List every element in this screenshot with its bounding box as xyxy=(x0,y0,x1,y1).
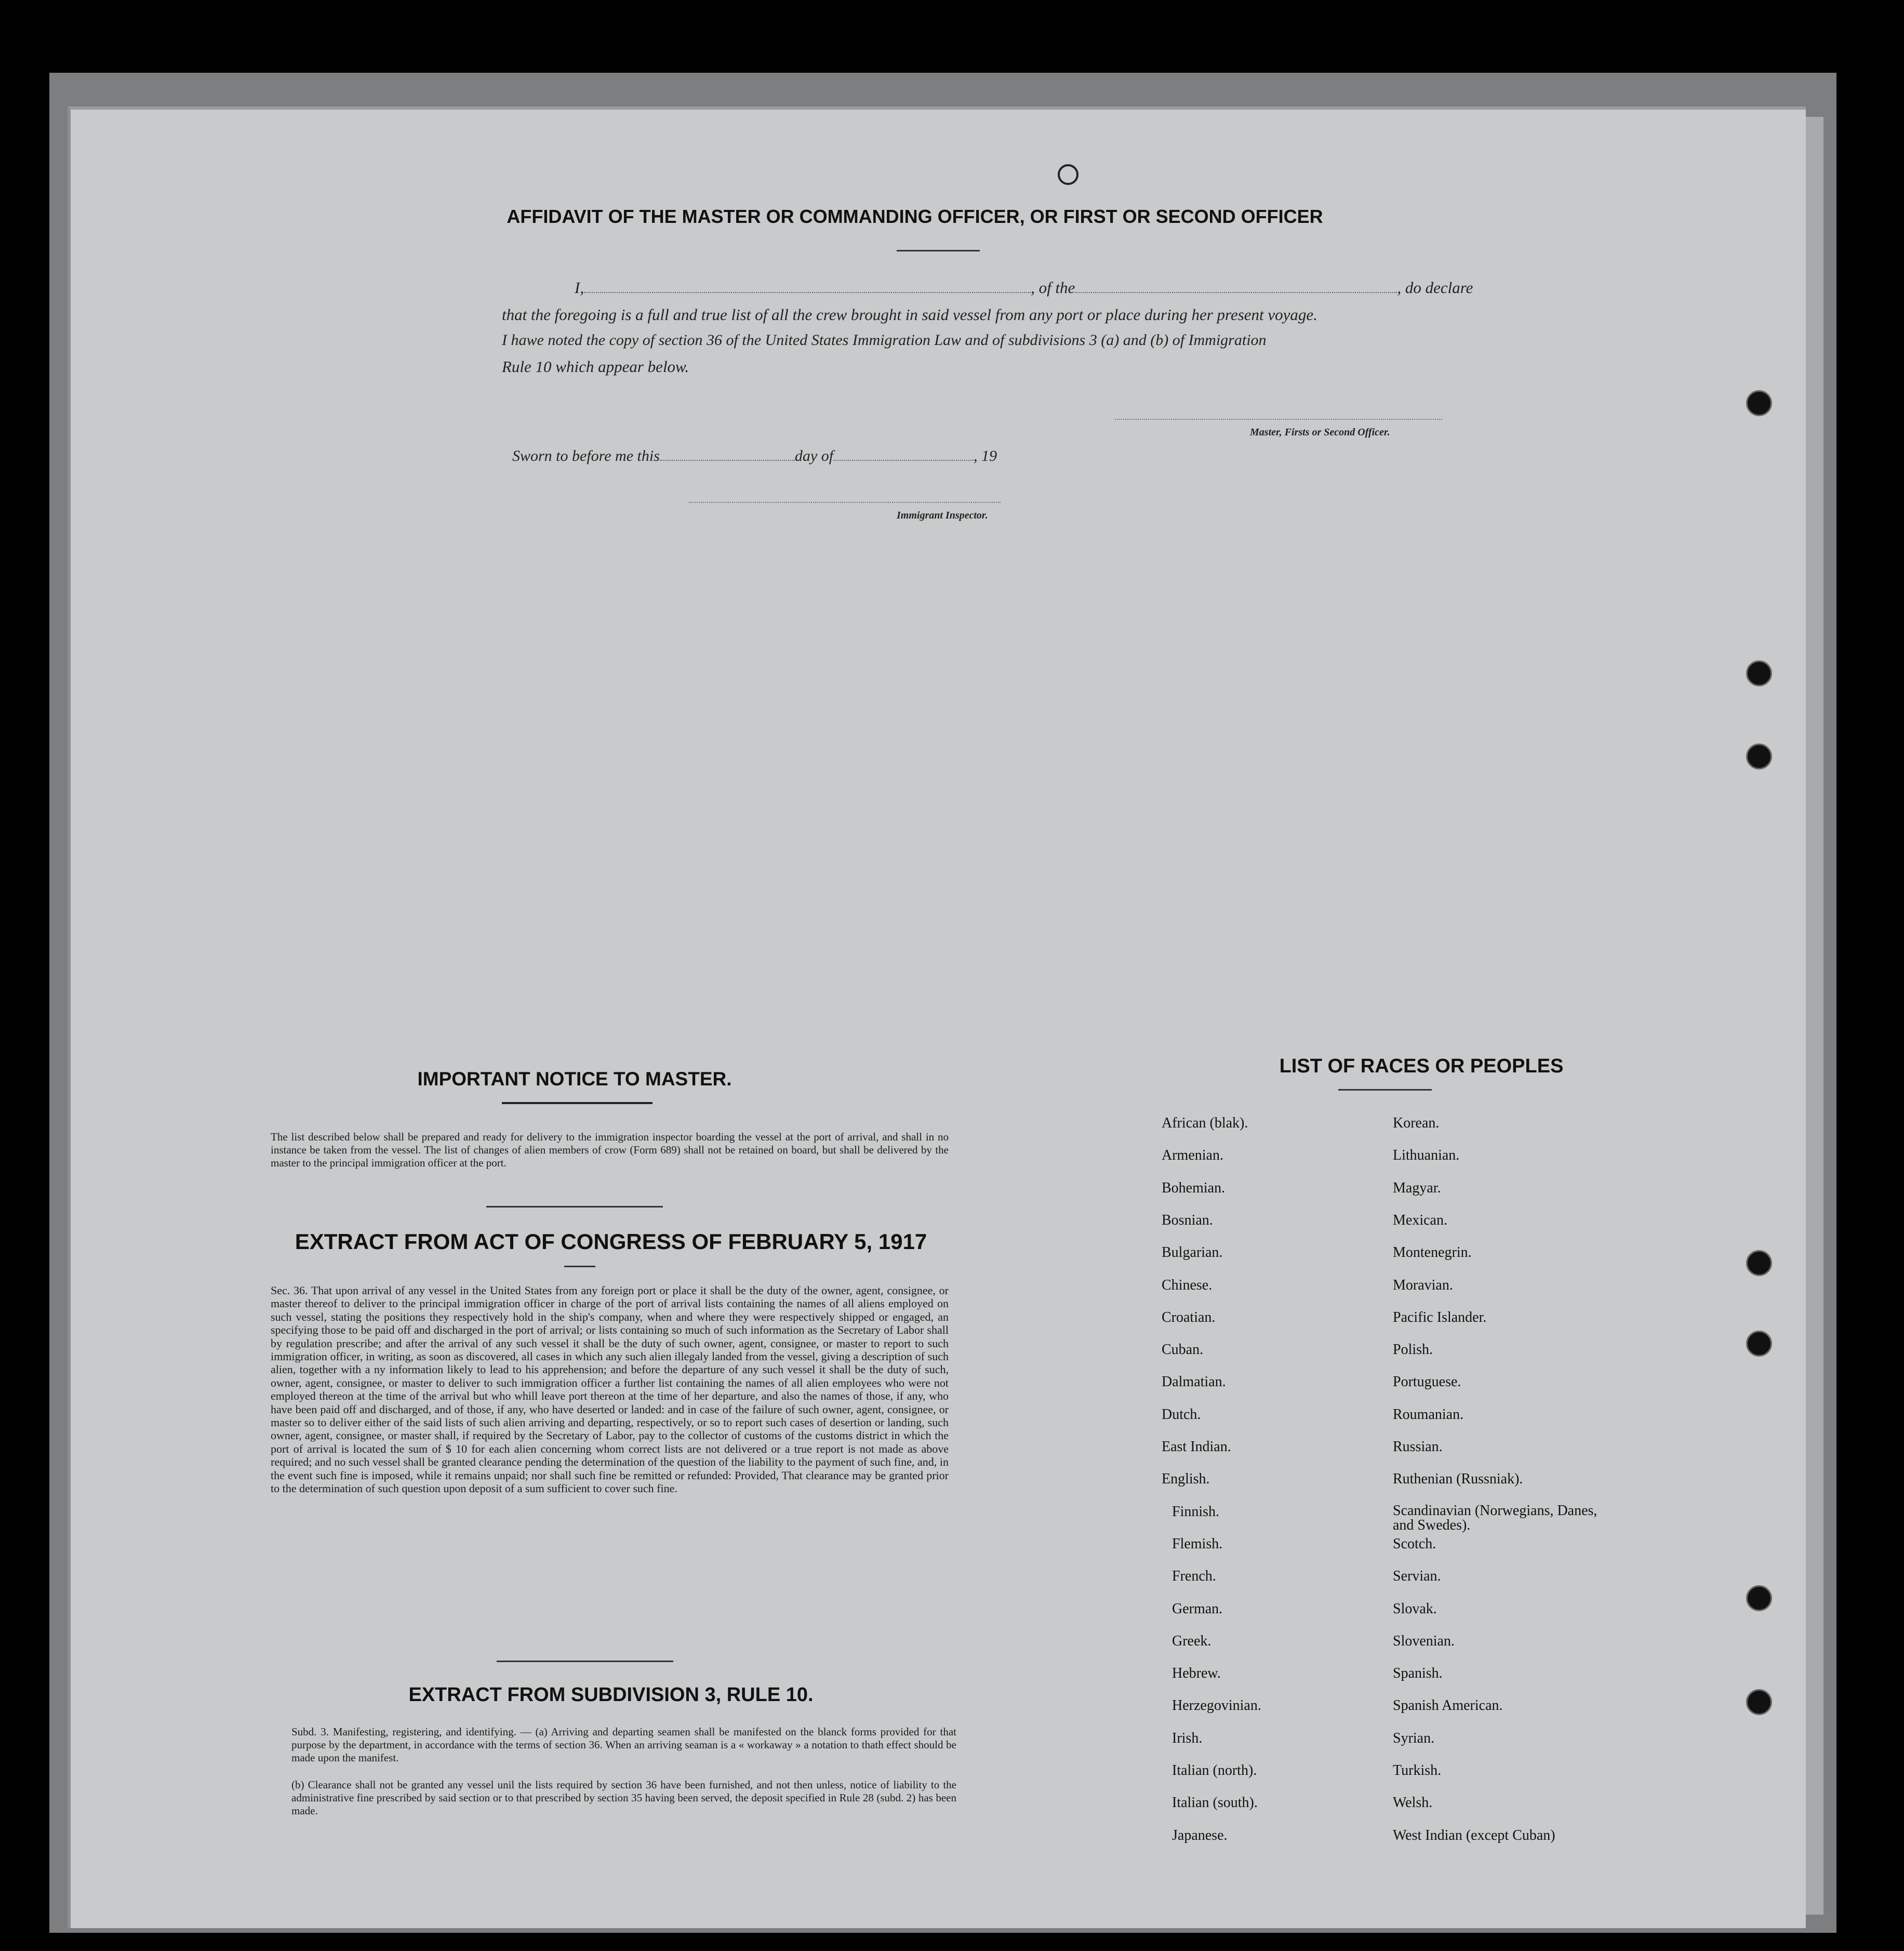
race-item: Mexican. xyxy=(1393,1212,1447,1228)
race-item: French. xyxy=(1172,1568,1216,1585)
affidavit-of-the: , of the xyxy=(1031,278,1075,297)
race-item: Hebrew. xyxy=(1172,1665,1221,1682)
race-item: Magyar. xyxy=(1393,1179,1441,1196)
affidavit-line4: Rule 10 which appear below. xyxy=(502,357,689,376)
race-item: Korean. xyxy=(1393,1115,1440,1131)
year-text: , 19 xyxy=(974,447,997,464)
race-item: Dutch. xyxy=(1162,1406,1201,1423)
race-item: Ruthenian (Russniak). xyxy=(1393,1471,1523,1488)
race-item: Italian (north). xyxy=(1172,1762,1257,1779)
divider xyxy=(897,250,980,251)
race-item: Croatian. xyxy=(1162,1309,1216,1325)
binding-hole xyxy=(1746,660,1772,686)
races-title: LIST OF RACES OR PEOPLES xyxy=(1279,1055,1564,1077)
race-item: Russian. xyxy=(1393,1439,1443,1455)
binding-hole xyxy=(1746,1331,1772,1357)
race-item: Bulgarian. xyxy=(1162,1244,1223,1261)
race-item: English. xyxy=(1162,1471,1210,1488)
race-item: Slovenian. xyxy=(1393,1633,1455,1649)
race-item: Pacific Islander. xyxy=(1393,1309,1487,1325)
race-item: Turkish. xyxy=(1393,1762,1442,1779)
race-item: African (blak). xyxy=(1162,1115,1248,1131)
race-item: Irish. xyxy=(1172,1730,1203,1746)
signature-line xyxy=(1115,419,1442,420)
race-item: Greek. xyxy=(1172,1633,1211,1649)
race-item: West Indian (except Cuban) xyxy=(1393,1827,1555,1843)
race-item: Slovak. xyxy=(1393,1600,1437,1617)
race-item: Spanish. xyxy=(1393,1665,1443,1682)
race-item: Scandinavian (Norwegians, Danes, and Swedes). xyxy=(1393,1502,1597,1533)
signature-label: Master, Firsts or Second Officer. xyxy=(1250,427,1390,438)
binding-hole xyxy=(1746,1689,1772,1715)
notice-body: The list described below shall be prepared and ready for delivery to the immigration inspector boarding the vessel at the port of arrival, and shall in no instance be taken from the vessel. The list of changes of alien members of crow (Form 689) shall not be retained on board, but shall be delivered by the master to the principal immigration officer at the port. xyxy=(271,1131,949,1169)
rule-body-a: Subd. 3. Manifesting, registering, and identifying. — (a) Arriving and departing seamen shall be manifested on the blanck forms provided for that purpose by the department, in accordance with the terms of section 36. When an arriving seaman is a « workaway » a notation to thath effect should be made upon the manifest. xyxy=(291,1726,956,1764)
race-item: Lithuanian. xyxy=(1393,1147,1460,1164)
race-item: Dalmatian. xyxy=(1162,1374,1226,1390)
inspector-line xyxy=(689,502,1001,503)
binding-hole xyxy=(1746,390,1772,416)
race-item: Polish. xyxy=(1393,1342,1433,1358)
race-item: East Indian. xyxy=(1162,1439,1231,1455)
day-blank xyxy=(660,460,795,461)
notice-title: IMPORTANT NOTICE TO MASTER. xyxy=(417,1068,732,1090)
binding-hole xyxy=(1746,1250,1772,1276)
rule-title: EXTRACT FROM SUBDIVISION 3, RULE 10. xyxy=(408,1684,814,1706)
race-item: German. xyxy=(1172,1600,1223,1617)
race-item: Bohemian. xyxy=(1162,1179,1226,1196)
page-edge xyxy=(1803,117,1823,1915)
divider xyxy=(502,1102,653,1104)
race-item: Portuguese. xyxy=(1393,1374,1461,1390)
race-item: Italian (south). xyxy=(1172,1795,1258,1811)
divider xyxy=(1338,1089,1432,1091)
race-item: Chinese. xyxy=(1162,1277,1213,1293)
race-item: Cuban. xyxy=(1162,1342,1204,1358)
race-item: Bosnian. xyxy=(1162,1212,1213,1228)
affidavit-declare: , do declare xyxy=(1397,278,1473,297)
race-item: Moravian. xyxy=(1393,1277,1453,1293)
inspector-label: Immigrant Inspector. xyxy=(897,510,988,521)
race-item: Armenian. xyxy=(1162,1147,1223,1164)
race-item: Servian. xyxy=(1393,1568,1441,1585)
race-item: Syrian. xyxy=(1393,1730,1435,1746)
race-item: Montenegrin. xyxy=(1393,1244,1472,1261)
name-blank xyxy=(584,292,1031,293)
race-item: Welsh. xyxy=(1393,1795,1433,1811)
affidavit-i: I, xyxy=(575,278,584,297)
vessel-blank xyxy=(1075,292,1397,293)
race-item: Finnish. xyxy=(1172,1503,1220,1520)
divider xyxy=(486,1206,663,1207)
race-item: Roumanian. xyxy=(1393,1406,1464,1423)
rule-body-b: (b) Clearance shall not be granted any vessel unil the lists required by section 36 have been furnished, and not then unless, notice of liability to the administrative fine prescribed by said section or to that prescribed by section 35 having been served, the deposit specified in Rule 28 (subd. 2) has been made. xyxy=(291,1779,956,1817)
affidavit-line3: I hawe noted the copy of section 36 of the United States Immigration Law and of subdivisions 3 (a) and (b) of Immigration xyxy=(502,331,1267,349)
act-body: Sec. 36. That upon arrival of any vessel in the United States from any foreign port or place it shall be the duty of the owner, agent, consignee, or master thereof to deliver to the principal immigration officer in charge of the port of arrival lists containing the names of all aliens employed on such vessel, stating the positions they respectively hold in the ship's company, when and where they were respectively shipped or engaged, an specifying those to be paid off and discharged in the port of arrival; or lists containing so much of such information as the Secretary of Labor shall by regulation prescribe; and after the arrival of any such vessel it shall be the duty of such owner, agent, consignee, or master to report to such immigration officer, in writing, as soon as discovered, all cases in which any such alien illegaly landed from the vessel, giving a description of such alien, together with a ny information likely to lead to his apprehension; and before the departure of any such vessel it shall be the duty of such, owner, agent, consignee, or master to deliver to such immigration officer a further list containing the names of all alien employees who were not employed thereon at the time of the arrival but who whill leave port thereon at the time of her departure, and also the names of those, if any, who have been paid off and discharged, and of those, if any, who have deserted or landed: and in case of the failure of such owner, agent, consignee, or master so to deliver either of the said lists of such alien arriving and departing, respectively, or so to report such cases of desertion or landing, such owner, agent, consignee, or master shall, if required by the Secretary of Labor, pay to the collector of customs of the customs district in which the port of arrival is located the sum of $ 10 for each alien concerning whom correct lists are not delivered or a true report is not made as above required; and no such vessel shall be granted clearance pending the determination of the question of the liability to the payment of such fine, and, in the event such fine is imposed, while it remains unpaid; nor shall such fine be remitted or refunded: Provided, That clearance may be granted prior to the determination of such question upon deposit of a sum sufficient to cover such fine. xyxy=(271,1284,949,1495)
binding-hole xyxy=(1746,744,1772,769)
act-title: EXTRACT FROM ACT OF CONGRESS OF FEBRUARY 5, 1917 xyxy=(295,1229,927,1254)
punch-hole xyxy=(1058,164,1079,185)
sworn-text: Sworn to before me this xyxy=(512,447,660,464)
divider xyxy=(564,1266,595,1267)
race-item: Japanese. xyxy=(1172,1827,1228,1843)
form-page xyxy=(68,107,1806,1928)
race-item: Flemish. xyxy=(1172,1535,1223,1552)
affidavit-title: AFFIDAVIT OF THE MASTER OR COMMANDING OFFICER, OR FIRST OR SECOND OFFICER xyxy=(507,206,1323,227)
race-item: Spanish American. xyxy=(1393,1697,1503,1714)
day-of-text: day of xyxy=(794,447,834,464)
race-item: Herzegovinian. xyxy=(1172,1697,1261,1714)
race-item: Scotch. xyxy=(1393,1535,1436,1552)
divider xyxy=(497,1661,673,1662)
month-blank xyxy=(833,460,974,461)
affidavit-line2: that the foregoing is a full and true list of all the crew brought in said vessel from any port or place during her present voyage. xyxy=(502,306,1317,324)
binding-hole xyxy=(1746,1585,1772,1611)
